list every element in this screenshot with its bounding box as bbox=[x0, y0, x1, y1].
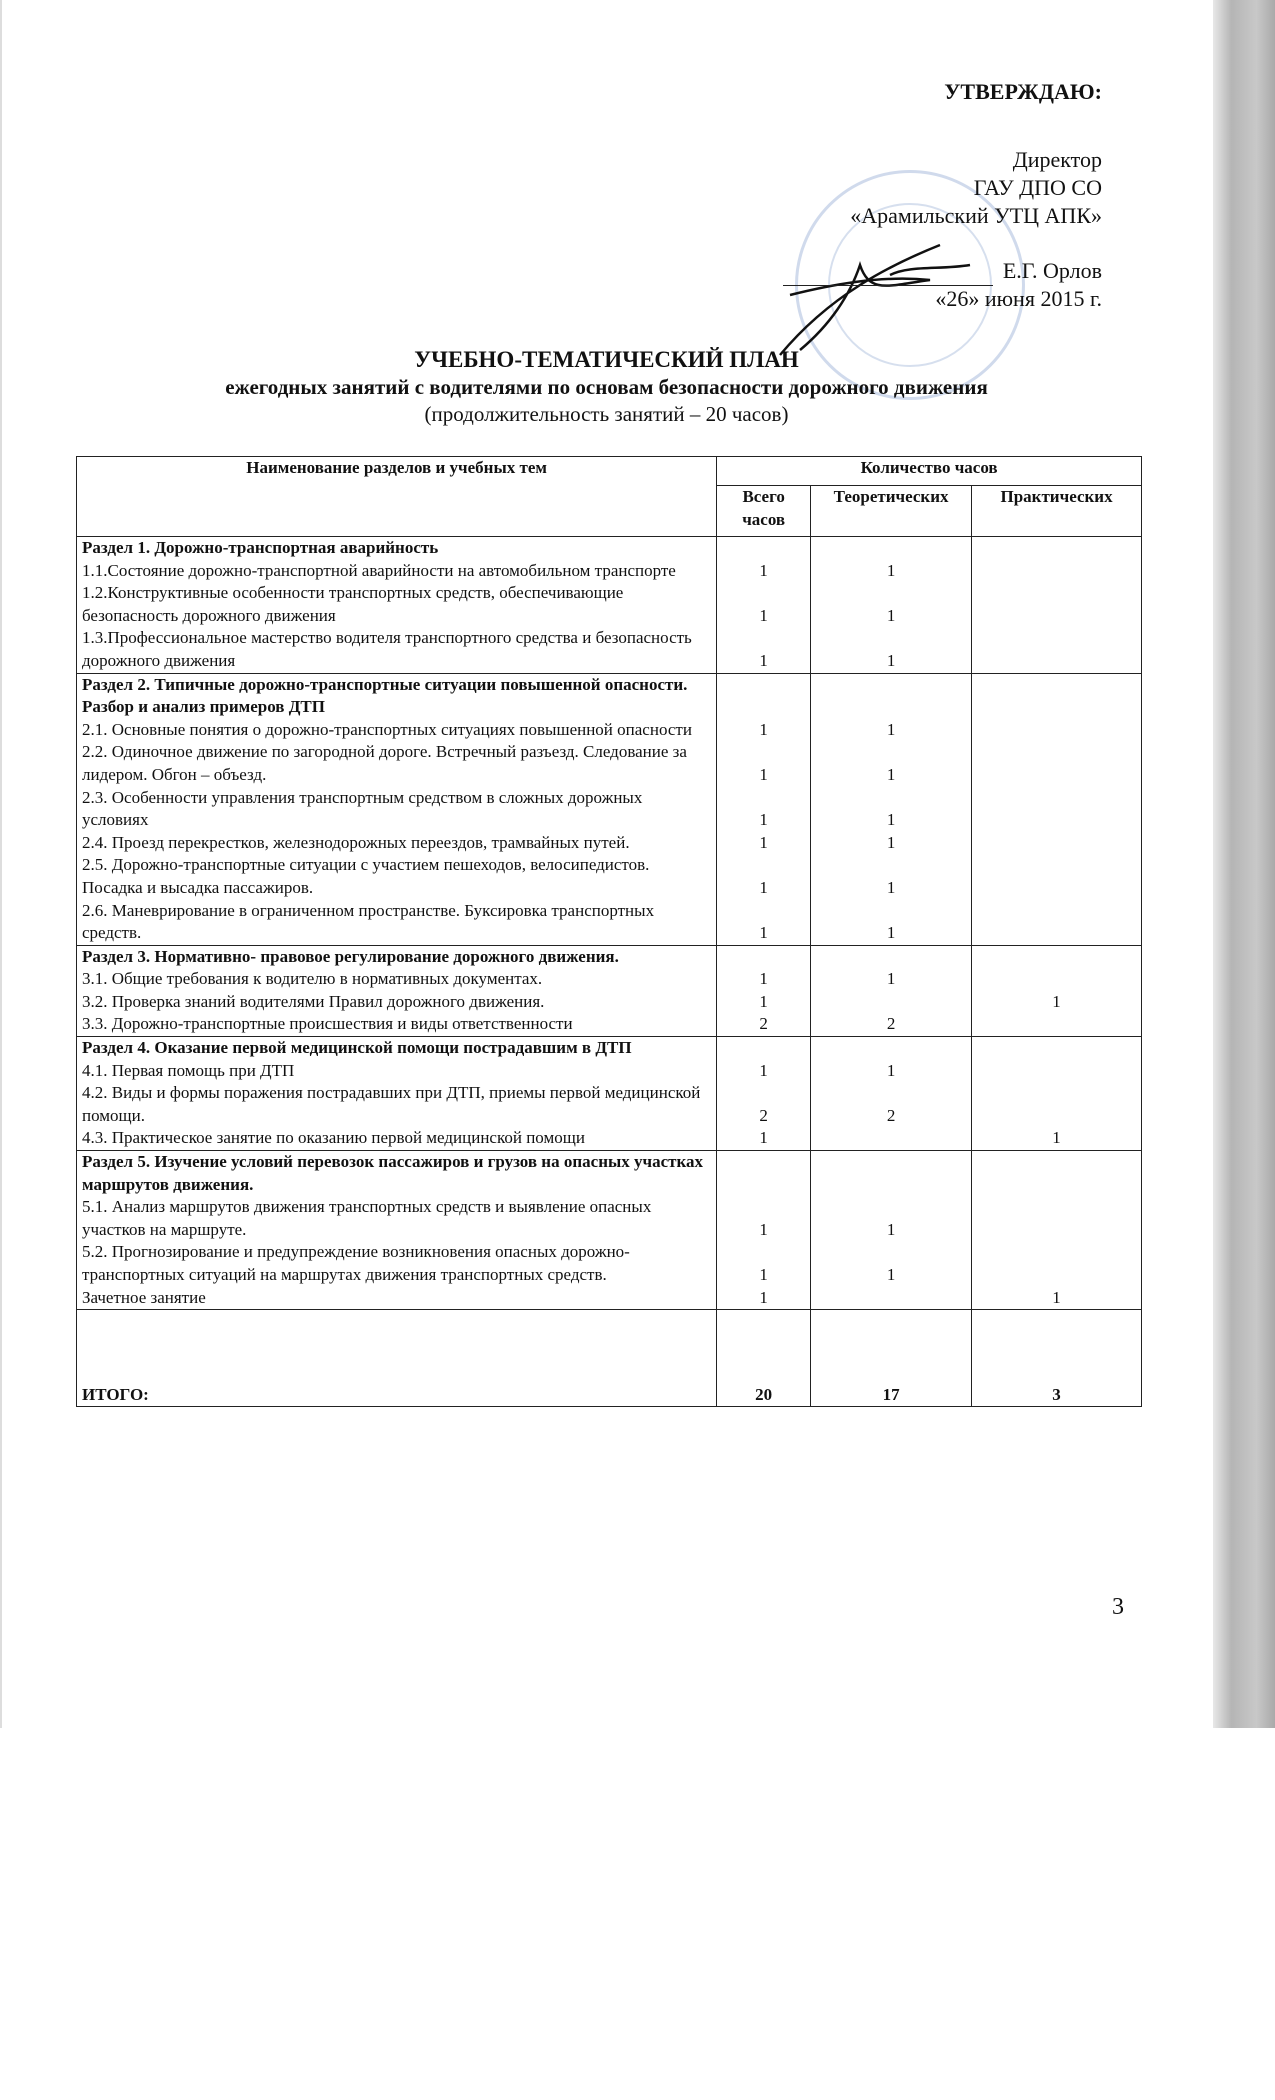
total-hours: 1 bbox=[717, 1127, 811, 1150]
theory-hours: 1 bbox=[811, 560, 972, 583]
total-practice: 3 bbox=[972, 1310, 1142, 1407]
header-practice: Практических bbox=[972, 486, 1142, 537]
practice-hours bbox=[972, 582, 1142, 627]
topic-row bbox=[77, 968, 1142, 991]
practice-hours bbox=[972, 1151, 1142, 1197]
topic-row bbox=[77, 560, 1142, 583]
practice-hours bbox=[972, 1196, 1142, 1241]
theory-hours bbox=[811, 673, 972, 719]
practice-hours bbox=[972, 741, 1142, 786]
total-hours bbox=[717, 537, 811, 560]
practice-hours bbox=[972, 1060, 1142, 1083]
header-theory: Теоретических bbox=[811, 486, 972, 537]
topic-row bbox=[77, 1013, 1142, 1036]
total-hours: 1 bbox=[717, 787, 811, 832]
total-hours bbox=[717, 673, 811, 719]
topic-row bbox=[77, 1287, 1142, 1310]
topic-title: 5.2. Прогнозирование и предупреждение возникновения опасных дорожно-транспортных ситуаций на маршрутах движения транспортных средств. bbox=[77, 1241, 717, 1286]
total-hours: 1 bbox=[717, 900, 811, 946]
approver-org-name: «Арамильский УТЦ АПК» bbox=[850, 203, 1102, 228]
practice-hours bbox=[972, 854, 1142, 899]
section-row bbox=[77, 1037, 1142, 1060]
practice-hours bbox=[972, 1013, 1142, 1036]
practice-hours: 1 bbox=[972, 991, 1142, 1014]
approval-date: «26» июня 2015 г. bbox=[935, 286, 1102, 311]
approval-heading: УТВЕРЖДАЮ: bbox=[944, 79, 1102, 104]
total-hours: 1 bbox=[717, 582, 811, 627]
section-title: Раздел 5. Изучение условий перевозок пассажиров и грузов на опасных участках маршрутов движения. bbox=[77, 1151, 717, 1197]
approval-block bbox=[850, 146, 1102, 313]
theory-hours: 1 bbox=[811, 787, 972, 832]
theory-hours: 1 bbox=[811, 1241, 972, 1286]
practice-hours: 1 bbox=[972, 1287, 1142, 1310]
practice-hours bbox=[972, 1241, 1142, 1286]
topic-title: 2.3. Особенности управления транспортным средством в сложных дорожных условиях bbox=[77, 787, 717, 832]
total-hours bbox=[717, 1151, 811, 1197]
theory-hours bbox=[811, 1037, 972, 1060]
practice-hours bbox=[972, 537, 1142, 560]
total-hours: 1 bbox=[717, 560, 811, 583]
total-hours: 1 bbox=[717, 1287, 811, 1310]
topic-row bbox=[77, 1082, 1142, 1127]
total-hours: 2 bbox=[717, 1082, 811, 1127]
topic-title: 1.3.Профессиональное мастерство водителя транспортного средства и безопасность дорожного движения bbox=[77, 627, 717, 673]
theory-hours: 1 bbox=[811, 741, 972, 786]
topic-title: 2.6. Маневрирование в ограниченном пространстве. Буксировка транспортных средств. bbox=[77, 900, 717, 946]
practice-hours bbox=[972, 560, 1142, 583]
header-total: Всего часов bbox=[717, 486, 811, 537]
section-title: Раздел 3. Нормативно- правовое регулирование дорожного движения. bbox=[77, 945, 717, 968]
practice-hours bbox=[972, 787, 1142, 832]
topic-title: 4.1. Первая помощь при ДТП bbox=[77, 1060, 717, 1083]
theory-hours: 1 bbox=[811, 832, 972, 855]
practice-hours bbox=[972, 719, 1142, 742]
topic-title: 4.3. Практическое занятие по оказанию первой медицинской помощи bbox=[77, 1127, 717, 1150]
total-hours: 1 bbox=[717, 741, 811, 786]
scan-edge bbox=[1213, 0, 1275, 1728]
total-hours: 1 bbox=[717, 719, 811, 742]
practice-hours bbox=[972, 673, 1142, 719]
section-title: Раздел 1. Дорожно-транспортная аварийность bbox=[77, 537, 717, 560]
topic-row bbox=[77, 719, 1142, 742]
theory-hours: 1 bbox=[811, 968, 972, 991]
section-row bbox=[77, 673, 1142, 719]
theory-hours bbox=[811, 945, 972, 968]
section-title: Раздел 4. Оказание первой медицинской помощи пострадавшим в ДТП bbox=[77, 1037, 717, 1060]
total-hours: 1 bbox=[717, 991, 811, 1014]
total-theory: 17 bbox=[811, 1310, 972, 1407]
topic-title: 5.1. Анализ маршрутов движения транспортных средств и выявление опасных участков на маршруте. bbox=[77, 1196, 717, 1241]
topic-row bbox=[77, 1196, 1142, 1241]
page-number: 3 bbox=[1112, 1594, 1124, 1620]
topic-title: 3.2. Проверка знаний водителями Правил дорожного движения. bbox=[77, 991, 717, 1014]
header-hours: Количество часов bbox=[717, 457, 1142, 486]
practice-hours bbox=[972, 832, 1142, 855]
topic-row bbox=[77, 741, 1142, 786]
theory-hours: 1 bbox=[811, 1060, 972, 1083]
theory-hours bbox=[811, 1287, 972, 1310]
topic-title: 3.1. Общие требования к водителю в нормативных документах. bbox=[77, 968, 717, 991]
topic-row bbox=[77, 854, 1142, 899]
theory-hours: 1 bbox=[811, 900, 972, 946]
theory-hours bbox=[811, 1151, 972, 1197]
curriculum-table bbox=[76, 456, 1142, 1407]
topic-title: 1.2.Конструктивные особенности транспортных средств, обеспечивающие безопасность дорожного движения bbox=[77, 582, 717, 627]
topic-title: 4.2. Виды и формы поражения пострадавших при ДТП, приемы первой медицинской помощи. bbox=[77, 1082, 717, 1127]
approver-org: ГАУ ДПО СО bbox=[973, 175, 1102, 200]
topic-row bbox=[77, 582, 1142, 627]
theory-hours: 1 bbox=[811, 719, 972, 742]
topic-row bbox=[77, 1241, 1142, 1286]
topic-row bbox=[77, 832, 1142, 855]
topic-title: 2.1. Основные понятия о дорожно-транспортных ситуациях повышенной опасности bbox=[77, 719, 717, 742]
theory-hours: 1 bbox=[811, 627, 972, 673]
total-hours: 1 bbox=[717, 854, 811, 899]
topic-title: 2.4. Проезд перекрестков, железнодорожных переездов, трамвайных путей. bbox=[77, 832, 717, 855]
document-subtitle: ежегодных занятий с водителями по основам безопасности дорожного движения bbox=[225, 375, 988, 399]
total-hours bbox=[717, 1037, 811, 1060]
topic-row bbox=[77, 1127, 1142, 1150]
topic-title: 1.1.Состояние дорожно-транспортной аварийности на автомобильном транспорте bbox=[77, 560, 717, 583]
topic-row bbox=[77, 1060, 1142, 1083]
total-hours: 1 bbox=[717, 832, 811, 855]
section-row bbox=[77, 1151, 1142, 1197]
practice-hours bbox=[972, 1037, 1142, 1060]
total-label: ИТОГО: bbox=[77, 1310, 717, 1407]
theory-hours: 1 bbox=[811, 854, 972, 899]
topic-row bbox=[77, 787, 1142, 832]
total-row bbox=[77, 1310, 1142, 1407]
total-hours: 1 bbox=[717, 1241, 811, 1286]
practice-hours: 1 bbox=[972, 1127, 1142, 1150]
duration-note: (продолжительность занятий – 20 часов) bbox=[424, 402, 789, 426]
topic-row bbox=[77, 627, 1142, 673]
theory-hours bbox=[811, 991, 972, 1014]
header-name: Наименование разделов и учебных тем bbox=[77, 457, 717, 537]
section-row bbox=[77, 537, 1142, 560]
total-hours bbox=[717, 945, 811, 968]
total-hours: 1 bbox=[717, 1060, 811, 1083]
theory-hours: 2 bbox=[811, 1082, 972, 1127]
total-hours: 1 bbox=[717, 968, 811, 991]
topic-title: 2.5. Дорожно-транспортные ситуации с участием пешеходов, велосипедистов. Посадка и высадка пассажиров. bbox=[77, 854, 717, 899]
total-hours: 1 bbox=[717, 1196, 811, 1241]
topic-title: 3.3. Дорожно-транспортные происшествия и виды ответственности bbox=[77, 1013, 717, 1036]
total-hours: 2 bbox=[717, 1013, 811, 1036]
total-hours: 1 bbox=[717, 627, 811, 673]
practice-hours bbox=[972, 1082, 1142, 1127]
section-row bbox=[77, 945, 1142, 968]
practice-hours bbox=[972, 968, 1142, 991]
practice-hours bbox=[972, 627, 1142, 673]
theory-hours bbox=[811, 537, 972, 560]
practice-hours bbox=[972, 945, 1142, 968]
topic-title: 2.2. Одиночное движение по загородной дороге. Встречный разъезд. Следование за лидером. Обгон – объезд. bbox=[77, 741, 717, 786]
topic-title: Зачетное занятие bbox=[77, 1287, 717, 1310]
theory-hours: 1 bbox=[811, 582, 972, 627]
theory-hours bbox=[811, 1127, 972, 1150]
approver-position: Директор bbox=[1012, 147, 1102, 172]
practice-hours bbox=[972, 900, 1142, 946]
section-title: Раздел 2. Типичные дорожно-транспортные ситуации повышенной опасности. Разбор и анализ примеров ДТП bbox=[77, 673, 717, 719]
document-title: УЧЕБНО-ТЕМАТИЧЕСКИЙ ПЛАН bbox=[414, 347, 799, 372]
approver-name: Е.Г. Орлов bbox=[1002, 258, 1102, 283]
theory-hours: 2 bbox=[811, 1013, 972, 1036]
topic-row bbox=[77, 991, 1142, 1014]
total-total: 20 bbox=[717, 1310, 811, 1407]
theory-hours: 1 bbox=[811, 1196, 972, 1241]
topic-row bbox=[77, 900, 1142, 946]
